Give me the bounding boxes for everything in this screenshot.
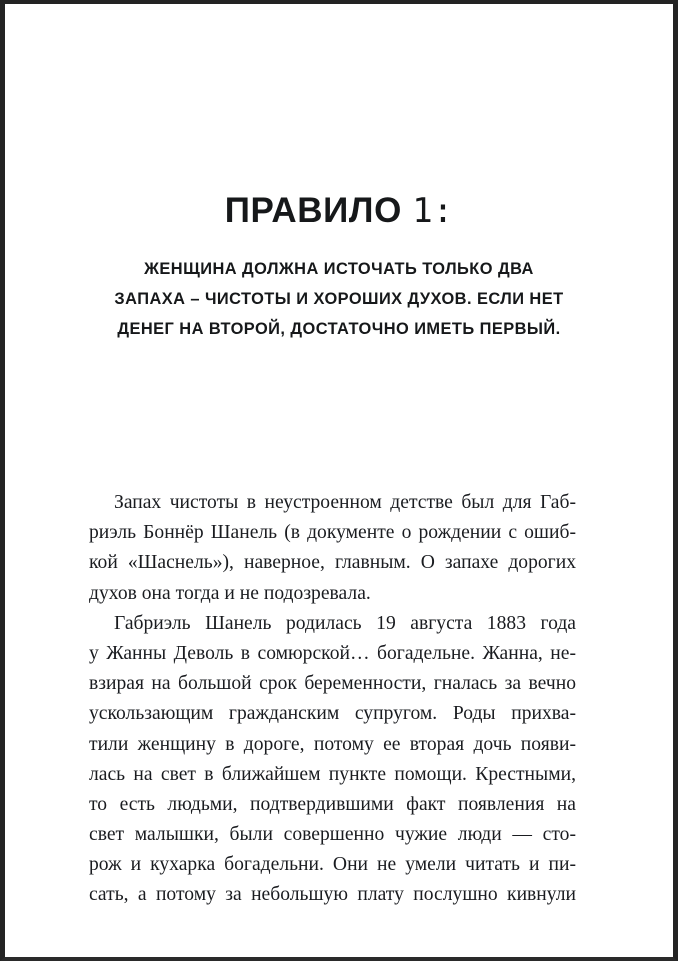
chapter-subtitle-line: ЗАПАХА – ЧИСТОТЫ И ХОРОШИХ ДУХОВ. ЕСЛИ НЕТ	[114, 290, 564, 308]
chapter-subtitle-line: ЖЕНЩИНА ДОЛЖНА ИСТОЧАТЬ ТОЛЬКО ДВА	[144, 260, 534, 278]
text-line: кой «Шаснель»), наверное, главным. О запахе дорогих	[89, 552, 576, 574]
text-line: тили женщину в дороге, потому ее вторая дочь появи-	[89, 733, 576, 755]
chapter-title-colon: :	[432, 191, 454, 231]
chapter-title-word: ПРАВИЛО	[224, 191, 402, 230]
text-line: лась на свет в ближайшем пункте помощи. Крестными,	[89, 763, 576, 785]
page-content-area	[5, 4, 673, 957]
text-line: Габриэль Шанель родилась 19 августа 1883 года	[114, 612, 576, 634]
body-text	[89, 488, 576, 911]
text-line: рож и кухарка богадельни. Они не умели читать и пи-	[89, 854, 576, 876]
text-line: свет малышки, были совершенно чужие люди — сто-	[89, 824, 576, 846]
text-line: духов она тогда и не подозревала.	[89, 582, 371, 604]
chapter-title-number: 1	[412, 191, 433, 231]
paragraph	[89, 609, 576, 911]
text-line: Запах чистоты в неустроенном детстве был для Габ-	[114, 492, 576, 513]
chapter-subtitle-line: ДЕНЕГ НА ВТОРОЙ, ДОСТАТОЧНО ИМЕТЬ ПЕРВЫЙ.	[117, 320, 561, 338]
text-line: ускользающим гражданским супругом. Роды прихва-	[89, 703, 576, 725]
paragraph	[89, 488, 576, 609]
text-line: взирая на большой срок беременности, гналась за вечно	[89, 673, 576, 695]
text-line: сать, а потому за небольшую плату послушно кивнули	[89, 884, 576, 906]
chapter-title	[5, 190, 673, 232]
text-line: риэль Боннёр Шанель (в документе о рождении с ошиб-	[89, 522, 576, 544]
chapter-subtitle	[55, 254, 623, 344]
text-line: у Жанны Деволь в сомюрской… богадельне. Жанна, не-	[89, 642, 576, 664]
text-line: то есть людьми, подтвердившими факт появления на	[89, 793, 576, 815]
